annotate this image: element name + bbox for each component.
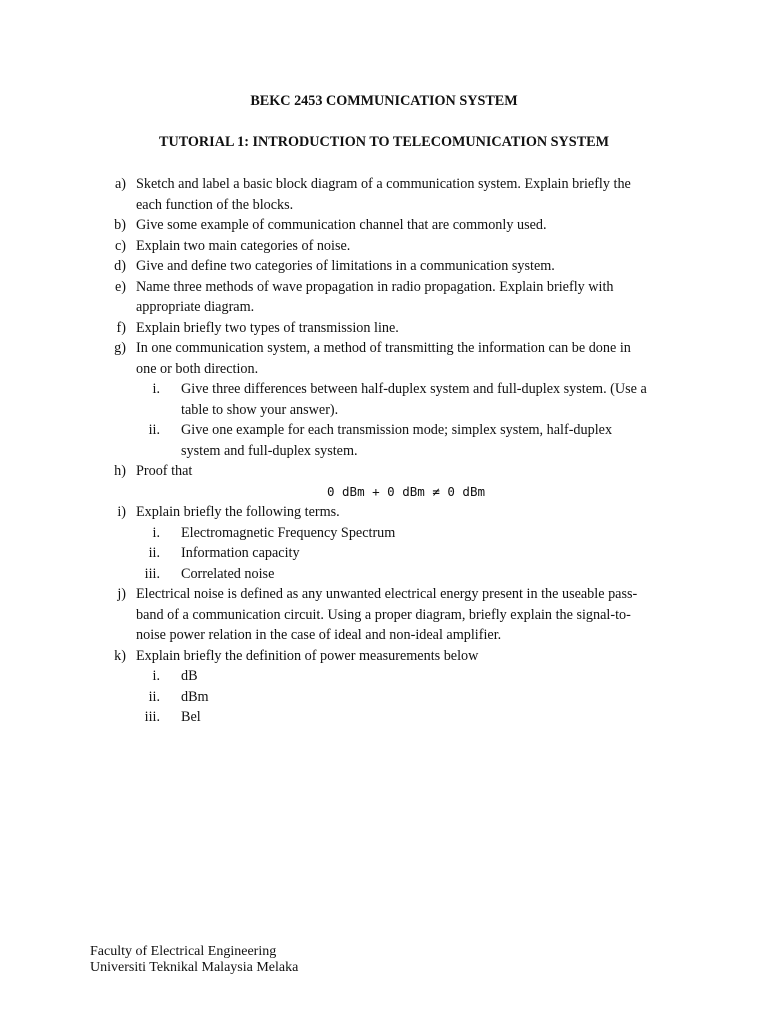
footer-university: Universiti Teknikal Malaysia Melaka	[90, 960, 299, 975]
subquestion-text: Bel	[181, 709, 201, 725]
subquestion-text: Give three differences between half-duplex system and full-duplex system. (Use a	[181, 381, 647, 397]
question-label: b)	[114, 217, 126, 233]
question-text: noise power relation in the case of ideal and non-ideal amplifier.	[136, 627, 502, 643]
question-label: k)	[114, 647, 126, 664]
question-label: e)	[114, 278, 126, 295]
question-label: g)	[114, 340, 126, 356]
equation: 0 dBm + 0 dBm ≠ 0 dBm	[326, 483, 486, 499]
question-label: j)	[117, 586, 126, 602]
question-text: Electrical noise is defined as any unwanted electrical energy present in the useable pass-	[136, 586, 638, 602]
question-text: Proof that	[136, 463, 193, 479]
question-text: Explain briefly the following terms.	[136, 504, 340, 520]
question-label: i)	[117, 504, 126, 520]
subquestion-text: dBm	[181, 688, 209, 705]
question-text: band of a communication circuit. Using a proper diagram, briefly explain the signal-to-	[136, 606, 631, 623]
question-text: Give some example of communication channel that are commonly used.	[136, 217, 547, 233]
subquestion-label: ii.	[148, 545, 160, 561]
question-text: Explain briefly two types of transmission line.	[136, 319, 399, 336]
question-text: Explain briefly the definition of power measurements below	[136, 647, 479, 664]
subquestion-label: i.	[152, 668, 160, 684]
question-text: one or both direction.	[136, 360, 259, 377]
question-text: Sketch and label a basic block diagram of a communication system. Explain briefly the	[136, 176, 631, 192]
subquestion-text: dB	[181, 668, 198, 684]
question-label: c)	[114, 237, 126, 254]
subquestion-text: table to show your answer).	[181, 401, 339, 418]
subquestion-label: i.	[152, 524, 160, 541]
question-label: d)	[114, 258, 126, 274]
question-text: each function of the blocks.	[136, 196, 294, 213]
subquestion-label: i.	[152, 381, 160, 397]
question-label: f)	[116, 319, 126, 336]
subquestion-text: Electromagnetic Frequency Spectrum	[181, 524, 396, 541]
subquestion-label: iii.	[144, 709, 160, 725]
subquestion-text: Give one example for each transmission mode; simplex system, half-duplex	[181, 422, 613, 438]
question-text: Name three methods of wave propagation in radio propagation. Explain briefly with	[136, 278, 614, 295]
subquestion-label: ii.	[148, 422, 160, 438]
question-text: Give and define two categories of limitations in a communication system.	[136, 258, 555, 274]
subquestion-label: iii.	[144, 565, 160, 582]
footer-faculty: Faculty of Electrical Engineering	[90, 944, 277, 959]
question-text: appropriate diagram.	[136, 299, 255, 315]
question-text: Explain two main categories of noise.	[136, 237, 351, 254]
subquestion-text: Information capacity	[181, 545, 300, 561]
document-title: BEKC 2453 COMMUNICATION SYSTEM	[250, 93, 518, 109]
footer	[90, 944, 298, 976]
tutorial-title: TUTORIAL 1: INTRODUCTION TO TELECOMUNICATION SYSTEM	[158, 134, 610, 150]
question-label: h)	[114, 463, 126, 479]
subquestion-text: system and full-duplex system.	[181, 442, 358, 459]
subquestion-label: ii.	[148, 688, 160, 705]
question-label: a)	[114, 176, 126, 192]
subquestion-text: Correlated noise	[181, 565, 275, 582]
question-text: In one communication system, a method of transmitting the information can be done in	[136, 340, 631, 356]
